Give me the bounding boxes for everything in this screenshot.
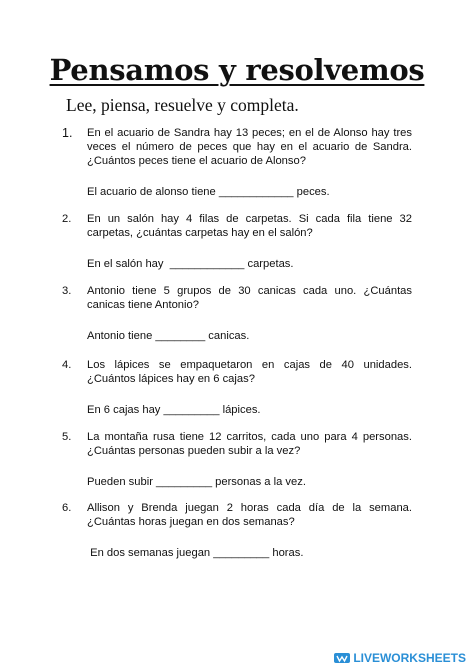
question-text: Antonio tiene 5 grupos de 30 canicas cada uno. ¿Cuántas canicas tiene Antonio? — [87, 285, 412, 311]
question-number: 4. — [62, 359, 72, 371]
answer-line[interactable]: En 6 cajas hay _________ lápices. — [87, 404, 261, 416]
liveworksheets-footer — [334, 651, 466, 665]
question-text: En el acuario de Sandra hay 13 peces; en el de Alonso hay tres veces el número de peces que hay en el acuario de Sandra. ¿Cuántos peces tiene el acuario de Alonso? — [87, 127, 412, 167]
question-text: En un salón hay 4 filas de carpetas. Si cada fila tiene 32 carpetas, ¿cuántas carpetas hay en el salón? — [87, 213, 412, 239]
question-text: Allison y Brenda juegan 2 horas cada día de la semana. ¿Cuántas horas juegan en dos semanas? — [87, 502, 412, 528]
question-text: La montaña rusa tiene 12 carritos, cada uno para 4 personas. ¿Cuántas personas pueden subir a la vez? — [87, 431, 412, 457]
answer-line[interactable]: En el salón hay ____________ carpetas. — [87, 258, 294, 270]
answer-line[interactable]: El acuario de alonso tiene ____________ peces. — [87, 186, 330, 198]
brand-text: LIVEWORKSHEETS — [353, 651, 466, 665]
question-1 — [62, 126, 412, 199]
question-number: 5. — [62, 431, 72, 443]
answer-line[interactable]: Pueden subir _________ personas a la vez. — [87, 476, 306, 488]
worksheet-subtitle: Lee, piensa, resuelve y completa. — [66, 95, 299, 115]
question-6 — [62, 501, 412, 560]
question-number: 3. — [62, 285, 72, 297]
liveworksheets-logo-icon — [334, 652, 350, 664]
answer-line[interactable]: Antonio tiene ________ canicas. — [87, 330, 250, 342]
answer-line[interactable]: En dos semanas juegan _________ horas. — [87, 547, 304, 559]
question-text: Los lápices se empaquetaron en cajas de 40 unidades. ¿Cuántos lápices hay en 6 cajas? — [87, 359, 412, 385]
question-5 — [62, 430, 412, 489]
question-4 — [62, 358, 412, 417]
worksheet-title-text: Pensamos y resolvemos — [49, 53, 425, 87]
question-number: 1. — [62, 126, 73, 140]
question-number: 2. — [62, 213, 72, 225]
question-number: 6. — [62, 502, 72, 514]
worksheet-title — [0, 52, 474, 88]
question-2 — [62, 212, 412, 271]
question-3 — [62, 284, 412, 343]
